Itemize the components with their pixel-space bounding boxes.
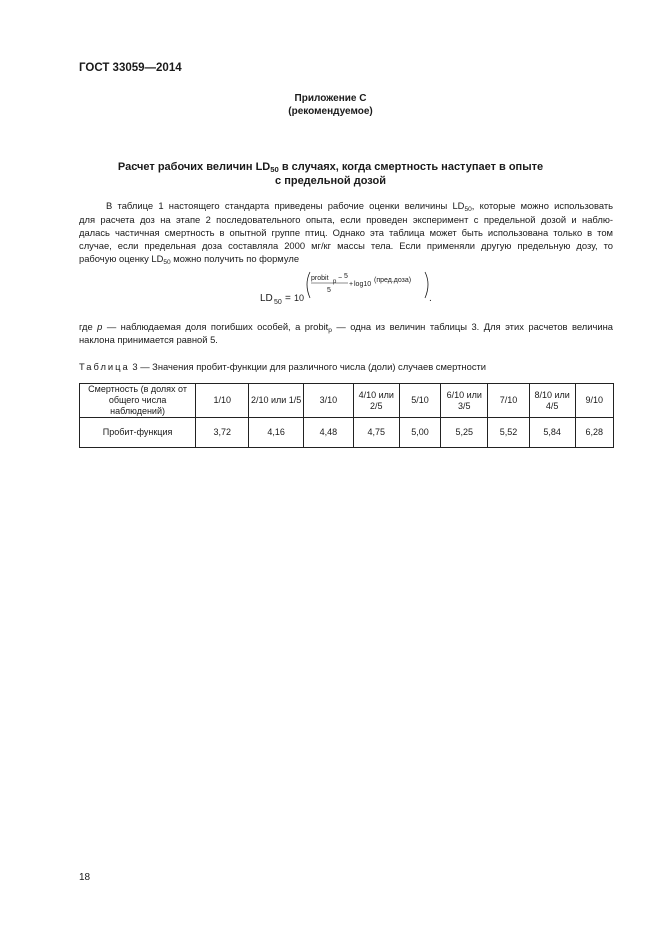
p-l1-sub: 50 bbox=[464, 206, 472, 213]
formula-num-sub: p bbox=[333, 279, 337, 285]
formula-left-bracket bbox=[307, 272, 310, 298]
section-title-post: в случаях, когда смертность наступает в опыте bbox=[278, 161, 544, 173]
p-l1-post: , которые можно использовать bbox=[471, 200, 613, 211]
table-cell: 4,16 bbox=[249, 418, 303, 448]
where-c: — одна из величин таблицы 3. Для этих расчетов величина bbox=[331, 321, 613, 332]
p-l1-pre: В таблице 1 настоящего стандарта приведены рабочие оценки величины LD bbox=[106, 200, 465, 211]
table-cell: 4,75 bbox=[353, 418, 399, 448]
formula-right-bracket bbox=[425, 272, 428, 298]
table-col-header: 6/10 или 3/5 bbox=[441, 384, 488, 418]
table-cell: 3,72 bbox=[196, 418, 249, 448]
formula-lhs: LD bbox=[260, 293, 273, 304]
formula-plus: + bbox=[349, 281, 354, 288]
formula-base: 10 bbox=[294, 293, 305, 303]
table-cell: 4,48 bbox=[303, 418, 353, 448]
table-col-header: 3/10 bbox=[303, 384, 353, 418]
appendix-title: Приложение С bbox=[294, 93, 367, 104]
paragraph-line-5 bbox=[79, 253, 613, 265]
table-col-header: 8/10 или 4/5 bbox=[529, 384, 575, 418]
table-col-header: 5/10 bbox=[399, 384, 441, 418]
table-col-header: 4/10 или 2/5 bbox=[353, 384, 399, 418]
section-title-pre: Расчет рабочих величин LD bbox=[117, 161, 271, 173]
paragraph-line-2: для расчета доз на этапе 2 последовательного опыта, если проведен эксперимент с предельной дозой и наблю- bbox=[79, 214, 613, 225]
header-label-b: общего числа наблюдений) bbox=[108, 395, 167, 416]
formula-five-top: 5 bbox=[344, 273, 348, 280]
p-l5-sub: 50 bbox=[163, 259, 171, 266]
table-cell: 5,25 bbox=[441, 418, 488, 448]
header-label-a: Смертность (в долях от bbox=[88, 384, 187, 394]
ld50-formula bbox=[256, 268, 456, 308]
formula-lhs-sub: 50 bbox=[274, 299, 282, 306]
table-header-label bbox=[80, 384, 196, 418]
paragraph-line-4: случае, если предельная доза составляла 2000 мг/кг массы тела. Если применяли другую предельную дозу, то bbox=[79, 240, 613, 251]
paragraph-line-1 bbox=[106, 200, 613, 212]
formula-minus: − bbox=[338, 275, 343, 282]
p-l5-post: можно получить по формуле bbox=[170, 253, 300, 264]
table-col-header: 2/10 или 1/5 bbox=[249, 384, 303, 418]
table-col-header: 7/10 bbox=[488, 384, 530, 418]
table-col-header: 1/10 bbox=[196, 384, 249, 418]
table-caption bbox=[79, 361, 486, 372]
section-title-line2: с предельной дозой bbox=[275, 175, 386, 187]
table-caption-word: Таблица bbox=[79, 361, 130, 372]
where-b: — наблюдаемая доля погибших особей, а probit bbox=[102, 321, 329, 332]
table-row-label: Пробит-функция bbox=[80, 418, 196, 448]
formula-num: probit bbox=[311, 275, 329, 282]
formula-den: 5 bbox=[327, 287, 331, 294]
document-header: ГОСТ 33059—2014 bbox=[79, 62, 182, 74]
table-cell: 5,00 bbox=[399, 418, 441, 448]
where-p: p bbox=[97, 321, 103, 332]
paragraph-line-3: далась частичная смертность в опытной группе птиц. Однако эта таблица может быть использована только в том bbox=[79, 227, 613, 238]
probit-table bbox=[79, 383, 614, 448]
page-number: 18 bbox=[79, 872, 91, 883]
section-title-sub: 50 bbox=[270, 165, 279, 174]
table-caption-rest: 3 — Значения пробит-функции для различного числа (доли) случаев смертности bbox=[132, 361, 487, 372]
appendix-subtitle: (рекомендуемое) bbox=[288, 106, 373, 117]
where-sub: p bbox=[328, 327, 332, 334]
where-line-2: наклона принимается равной 5. bbox=[79, 334, 218, 345]
table-cell: 5,84 bbox=[529, 418, 575, 448]
formula-eq: = bbox=[285, 293, 291, 304]
formula-log: log10 bbox=[354, 281, 372, 288]
table-cell: 6,28 bbox=[575, 418, 613, 448]
table-row bbox=[80, 384, 614, 418]
where-line-1 bbox=[79, 321, 613, 333]
section-title bbox=[60, 160, 601, 174]
formula-end: . bbox=[429, 293, 432, 304]
where-a: где bbox=[79, 321, 98, 332]
table-cell: 5,52 bbox=[488, 418, 530, 448]
formula-arg: (пред.доза) bbox=[374, 277, 412, 284]
table-row bbox=[80, 418, 614, 448]
table-col-header: 9/10 bbox=[575, 384, 613, 418]
p-l5-pre: рабочую оценку LD bbox=[79, 253, 164, 264]
